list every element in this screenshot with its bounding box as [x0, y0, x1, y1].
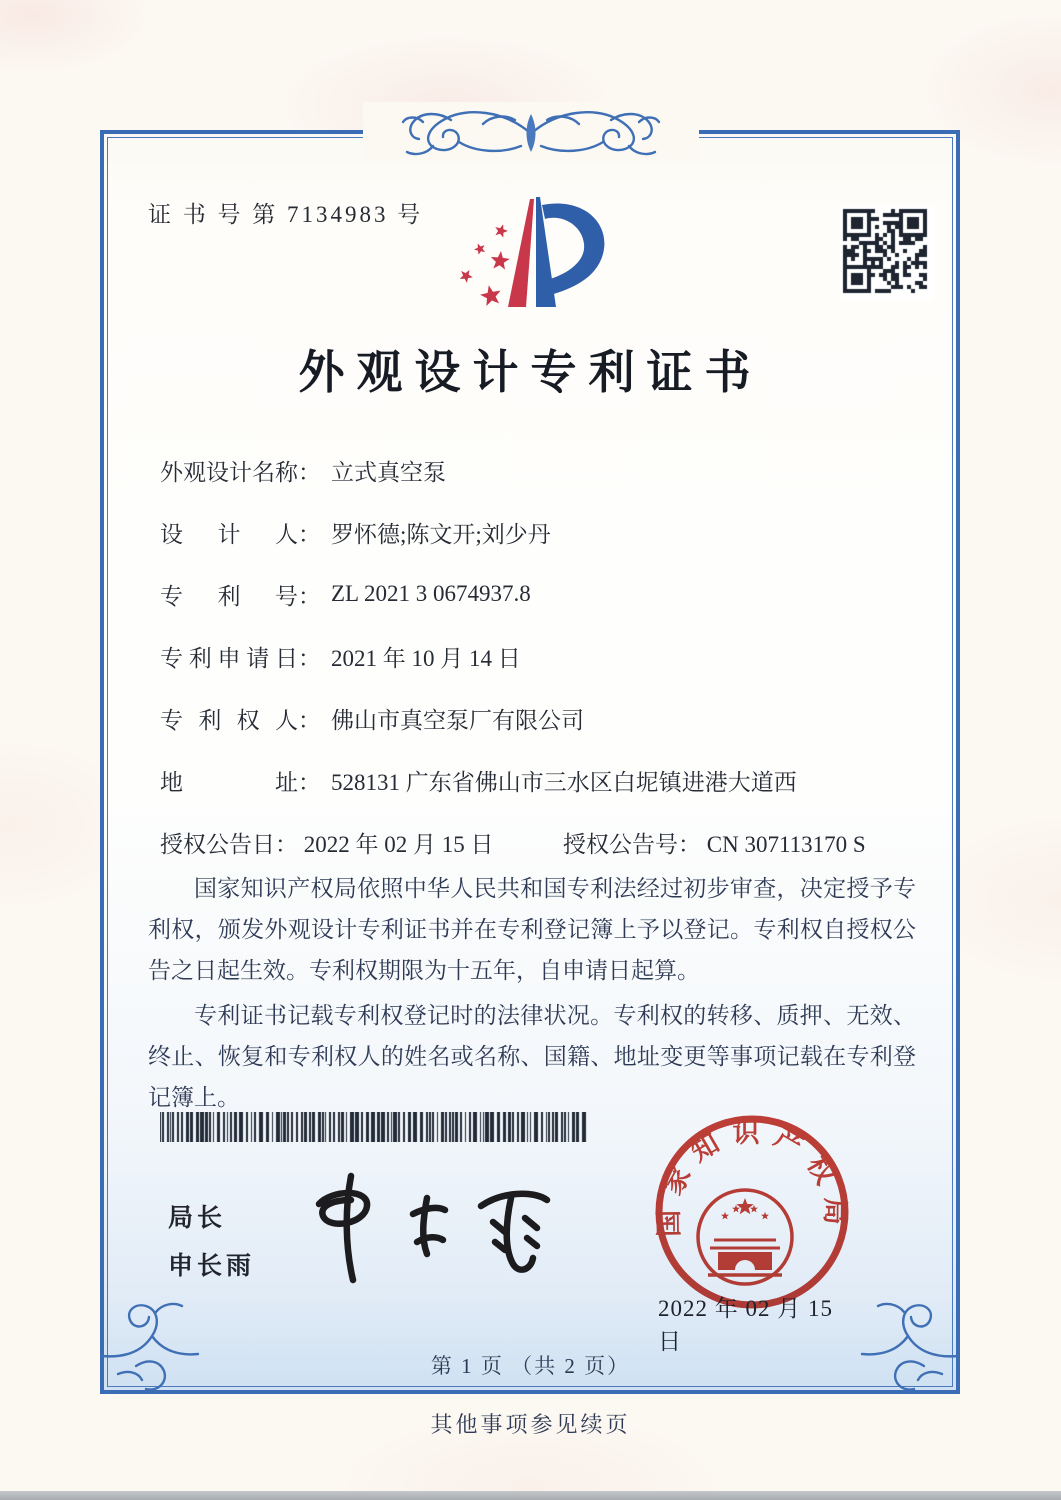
svg-text:国家知识产权局 — [654, 1118, 850, 1237]
bottom-left-ornament — [96, 1296, 200, 1400]
grant-number-label: 授权公告号 — [563, 832, 678, 857]
qr-code — [840, 206, 934, 300]
legal-paragraph-2: 专利证书记载专利权登记时的法律状况。专利权的转移、质押、无效、终止、恢复和专利权人的姓名或名称、国籍、地址变更等事项记载在专利登记簿上。 — [148, 1003, 916, 1110]
cnipa-logo — [448, 183, 616, 323]
page-number: 第 1 页 （共 2 页） — [430, 1354, 631, 1378]
legal-text — [148, 868, 916, 1122]
field-colon: ： — [298, 769, 321, 795]
field-designer — [160, 501, 920, 563]
field-colon: ： — [678, 832, 701, 857]
commissioner-name: 申长雨 — [168, 1252, 256, 1280]
field-label: 专利权人 — [160, 707, 298, 733]
field-colon: ： — [298, 583, 321, 609]
handwritten-signature — [285, 1162, 585, 1297]
field-value: 罗怀德;陈文开;刘少丹 — [331, 521, 551, 547]
field-colon: ： — [275, 832, 298, 857]
cnipa-logo-icon — [448, 183, 616, 323]
scan-edge-shadow — [0, 1491, 1061, 1500]
field-address — [160, 749, 920, 811]
field-list — [160, 439, 920, 811]
certificate-number: 证 书 号 第 7134983 号 — [148, 202, 424, 227]
field-patent-number — [160, 563, 920, 625]
red-seal-icon — [650, 1110, 854, 1314]
field-label: 专利号 — [160, 583, 298, 609]
agency-seal — [650, 1110, 854, 1314]
barcode — [160, 1112, 590, 1147]
field-value: 2021 年 10 月 14 日 — [331, 645, 521, 671]
field-value: 528131 广东省佛山市三水区白坭镇进港大道西 — [331, 769, 797, 795]
field-label: 外观设计名称 — [160, 459, 298, 485]
bottom-right-ornament — [860, 1296, 964, 1400]
commissioner-title: 局长 — [168, 1204, 227, 1232]
corner-flourish-icon — [96, 1296, 200, 1400]
field-design-name — [160, 439, 920, 501]
continuation-note: 其他事项参见续页 — [430, 1412, 631, 1437]
seal-date: 2022 年 02 月 15 日 — [658, 1296, 833, 1354]
field-patentee — [160, 687, 920, 749]
grant-date-value: 2022 年 02 月 15 日 — [303, 832, 494, 857]
top-border-ornament — [363, 102, 699, 162]
barcode-icon — [160, 1112, 590, 1142]
seal-agency-text: 国家知识产权局 — [653, 1118, 851, 1237]
field-colon: ： — [298, 645, 321, 671]
corner-flourish-icon — [860, 1296, 964, 1400]
field-value: 立式真空泵 — [331, 459, 446, 485]
field-colon: ： — [298, 707, 321, 733]
certificate-title: 外观设计专利证书 — [298, 347, 763, 398]
qr-code-icon — [842, 208, 928, 294]
field-colon: ： — [298, 459, 321, 485]
legal-paragraph-1: 国家知识产权局依照中华人民共和国专利法经过初步审查，决定授予专利权，颁发外观设计专利证书并在专利登记簿上予以登记。专利权自授权公告之日起生效。专利权期限为十五年，自申请日起算。 — [148, 876, 916, 983]
grant-number-pair — [563, 826, 866, 859]
field-value: 佛山市真空泵厂有限公司 — [331, 707, 584, 733]
dragon-flourish-icon — [363, 102, 699, 162]
grant-number-value: CN 307113170 S — [706, 832, 866, 857]
grant-row — [160, 826, 920, 862]
field-label: 地址 — [160, 769, 298, 795]
grant-date-label: 授权公告日 — [160, 832, 275, 857]
field-colon: ： — [298, 521, 321, 547]
field-value: ZL 2021 3 0674937.8 — [331, 581, 531, 606]
field-label: 设计人 — [160, 521, 298, 547]
field-label: 专利申请日 — [160, 645, 298, 671]
signature-icon — [285, 1162, 585, 1292]
field-filing-date — [160, 625, 920, 687]
